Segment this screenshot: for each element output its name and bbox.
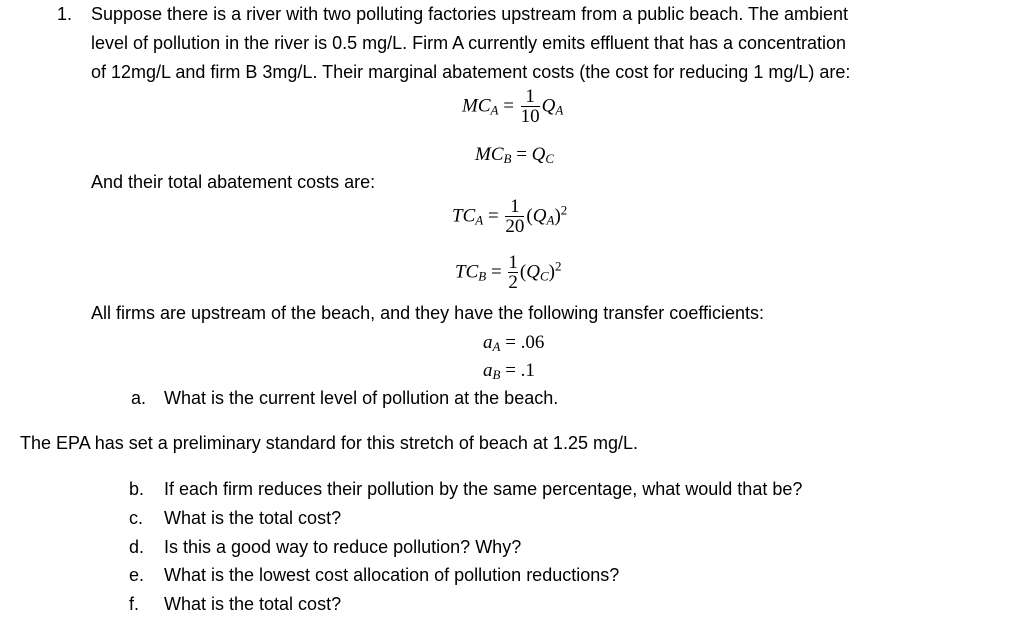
eq-tca-var: Q — [532, 205, 547, 227]
eq-tca-sub: A — [475, 212, 484, 228]
epa-standard-text: The EPA has set a preliminary standard for this stretch of beach at 1.25 mg/L. — [20, 433, 638, 453]
eq-tca-fraction — [505, 198, 524, 236]
eq-tcb-exp: 2 — [554, 258, 562, 274]
subquestion-f-label: f. — [129, 594, 140, 614]
equation-mc-a: $MC_A$ = $\frac{1}{10}$ $Q_A$ — [462, 86, 564, 127]
total-cost-intro: And their total abatement costs are: — [91, 172, 376, 192]
eq-ab-lhs: a — [483, 360, 493, 381]
eq-mca-num: 1 — [525, 86, 535, 107]
eq-mcb-sub: B — [503, 151, 512, 166]
eq-aa-value: .06 — [520, 332, 545, 353]
eq-mca-var: Q — [541, 95, 556, 117]
intro-line-3: of 12mg/L and firm B 3mg/L. Their marginal abatement costs (the cost for reducing 1 mg/L) are: — [91, 62, 851, 82]
subquestion-d-label: d. — [129, 537, 145, 557]
eq-mca-fraction — [521, 88, 540, 126]
transfer-intro: All firms are upstream of the beach, and they have the following transfer coefficients: — [91, 303, 765, 323]
equation-a-a: $a_A = .06$ — [483, 332, 545, 354]
eq-tcb-num: 1 — [508, 252, 518, 273]
eq-tcb-den: 2 — [508, 272, 518, 293]
eq-aa-sub: A — [492, 339, 501, 354]
equation-mc-b: $MC_B = Q_C$ — [475, 144, 555, 166]
eq-ab-value: .1 — [520, 360, 535, 381]
eq-aa-lhs: a — [483, 332, 493, 353]
question-number: 1. — [57, 4, 73, 24]
eq-tcb-sub: B — [478, 268, 487, 284]
subquestion-a-text: What is the current level of pollution at the beach. — [164, 388, 559, 408]
subquestion-a-label: a. — [131, 388, 147, 408]
subquestion-c-text: What is the total cost? — [164, 508, 342, 528]
eq-tcb-var-sub: C — [539, 268, 549, 284]
subquestion-c-label: c. — [129, 508, 144, 528]
eq-tcb-var: Q — [526, 261, 540, 283]
eq-mca-sub: A — [490, 102, 499, 118]
equation-tc-a: $TC_A$ = $\frac{1}{20}$ $(Q_A)^2$ — [452, 196, 568, 237]
subquestion-b-label: b. — [129, 479, 145, 499]
intro-line-2: level of pollution in the river is 0.5 mg/L. Firm A currently emits effluent that has a concentration — [91, 33, 847, 53]
eq-mcb-var-sub: C — [545, 151, 555, 166]
subquestion-e-label: e. — [129, 565, 145, 585]
eq-tca-exp: 2 — [560, 202, 568, 218]
eq-mcb-lhs: MC — [475, 144, 504, 165]
eq-mca-den: 10 — [520, 106, 540, 127]
subquestion-e-text: What is the lowest cost allocation of pollution reductions? — [164, 565, 620, 585]
eq-tca-lhs: TC — [452, 205, 476, 227]
equation-a-b: $a_B = .1$ — [483, 360, 535, 382]
eq-mca-lhs: MC — [462, 95, 491, 117]
eq-tca-var-sub: A — [546, 212, 555, 228]
subquestion-d-text: Is this a good way to reduce pollution? Why? — [164, 537, 522, 557]
intro-line-1: Suppose there is a river with two polluting factories upstream from a public beach. The ambient — [91, 4, 849, 24]
eq-mcb-var: Q — [531, 144, 546, 165]
eq-mca-var-sub: A — [555, 102, 564, 118]
eq-ab-sub: B — [492, 367, 501, 382]
eq-tca-num: 1 — [510, 196, 520, 217]
eq-tca-den: 20 — [505, 216, 525, 237]
eq-tcb-fraction — [508, 254, 518, 292]
subquestion-f-text: What is the total cost? — [164, 594, 342, 614]
eq-tcb-lhs: TC — [455, 261, 479, 283]
equation-tc-b: $TC_B$ = $\frac{1}{2}$ $(Q_C)^2$ — [455, 252, 562, 293]
subquestion-b-text: If each firm reduces their pollution by the same percentage, what would that be? — [164, 479, 803, 499]
intro-paragraph — [91, 0, 850, 87]
